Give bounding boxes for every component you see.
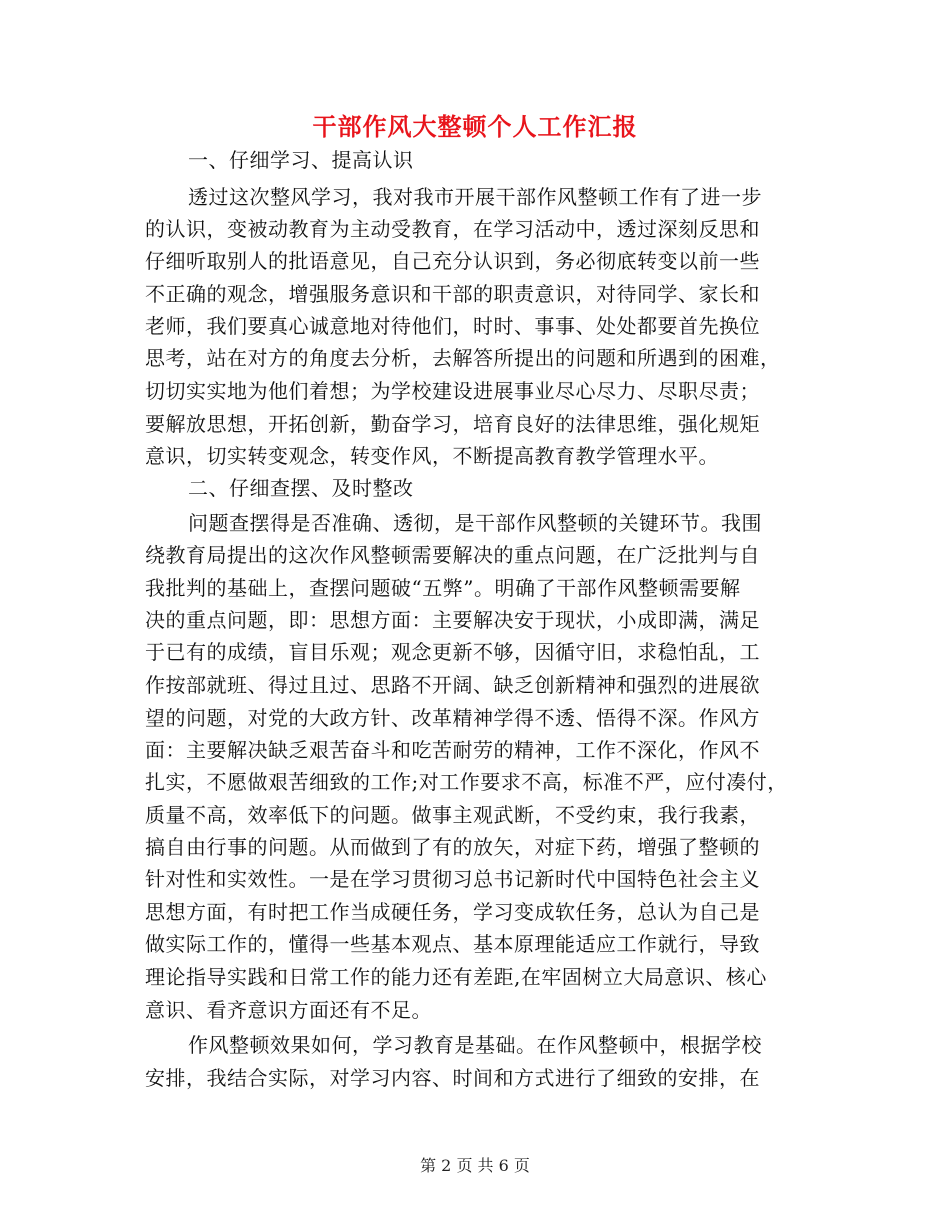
paragraph-line: 针对性和实效性。一是在学习贯彻习总书记新时代中国特色社会主义 [145, 867, 760, 891]
paragraph-line: 不正确的观念，增强服务意识和干部的职责意识，对待同学、家长和 [145, 282, 760, 306]
paragraph-line: 作按部就班、得过且过、思路不开阔、缺乏创新精神和强烈的进展欲 [145, 673, 760, 697]
paragraph-line: 意识、看齐意识方面还有不足。 [145, 998, 432, 1022]
paragraph-line: 扎实，不愿做艰苦细致的工作;对工作要求不高，标准不严，应付凑付， [145, 770, 788, 794]
paragraph-line: 的认识，变被动教育为主动受教育，在学习活动中，透过深刻反思和 [145, 217, 760, 241]
paragraph-line: 作风整顿效果如何，学习教育是基础。在作风整顿中，根据学校 [188, 1033, 762, 1057]
paragraph-line: 思考，站在对方的角度去分析，去解答所提出的问题和所遇到的困难， [145, 346, 781, 370]
paragraph-line: 问题查摆得是否准确、透彻，是干部作风整顿的关键环节。我围 [188, 511, 762, 535]
paragraph-line: 仔细听取别人的批语意见，自己充分认识到，务必彻底转变以前一些 [145, 249, 760, 273]
section-heading: 一、仔细学习、提高认识 [188, 148, 414, 172]
page-number-footer: 第 2 页 共 6 页 [420, 1156, 530, 1175]
paragraph-line: 意识，切实转变观念，转变作风，不断提高教育教学管理水平。 [145, 444, 719, 468]
paragraph-line: 搞自由行事的问题。从而做到了有的放矢，对症下药，增强了整顿的 [145, 835, 760, 859]
paragraph-line: 做实际工作的，懂得一些基本观点、基本原理能适应工作就行，导致 [145, 932, 760, 956]
paragraph-line: 决的重点问题，即：思想方面：主要解决安于现状，小成即满，满足 [145, 608, 760, 632]
paragraph-line: 绕教育局提出的这次作风整顿需要解决的重点问题，在广泛批判与自 [145, 543, 760, 567]
paragraph-line: 老师，我们要真心诚意地对待他们，时时、事事、处处都要首先换位 [145, 314, 760, 338]
paragraph-line: 切切实实地为他们着想；为学校建设进展事业尽心尽力、尽职尽责； [145, 379, 760, 403]
paragraph-line: 安排，我结合实际，对学习内容、时间和方式进行了细致的安排，在 [145, 1066, 760, 1090]
paragraph-line: 理论指导实践和日常工作的能力还有差距,在牢固树立大局意识、核心 [145, 965, 767, 989]
paragraph-line: 质量不高，效率低下的问题。做事主观武断，不受约束，我行我素， [145, 803, 760, 827]
section-heading: 二、仔细查摆、及时整改 [188, 476, 414, 500]
paragraph-line: 于已有的成绩，盲目乐观；观念更新不够，因循守旧，求稳怕乱，工 [145, 640, 760, 664]
paragraph-line: 要解放思想，开拓创新，勤奋学习，培育良好的法律思维，强化规矩 [145, 412, 760, 436]
paragraph-line: 望的问题，对党的大政方针、改革精神学得不透、悟得不深。作风方 [145, 706, 760, 730]
document-title: 干部作风大整顿个人工作汇报 [312, 112, 638, 141]
paragraph-line: 面：主要解决缺乏艰苦奋斗和吃苦耐劳的精神，工作不深化，作风不 [145, 738, 760, 762]
paragraph-line: 我批判的基础上，查摆问题破“五弊”。明确了干部作风整顿需要解 [145, 576, 741, 600]
paragraph-line: 透过这次整风学习，我对我市开展干部作风整顿工作有了进一步 [188, 185, 762, 209]
paragraph-line: 思想方面，有时把工作当成硬任务，学习变成软任务，总认为自己是 [145, 900, 760, 924]
